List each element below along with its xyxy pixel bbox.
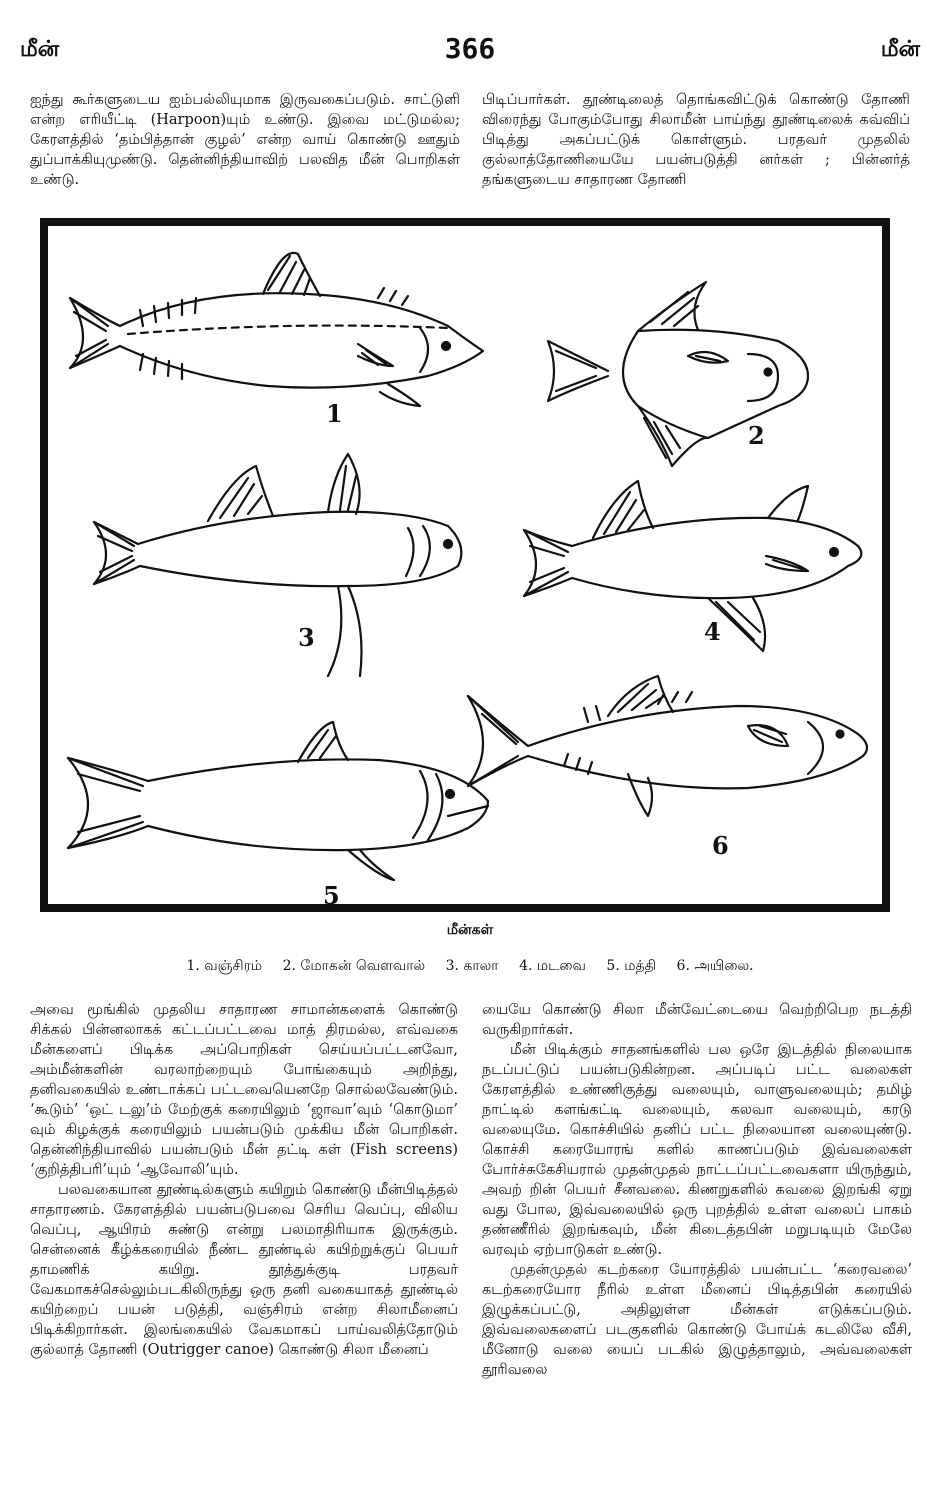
- fish-illustrations: [48, 226, 882, 904]
- paragraph: பலவகையான தூண்டில்களும் கயிறும் கொண்டு மீன்பிடித்தல் சாதாரணம். கேரளத்தில் பயன்படுபவை செரிய வெப்பு, விலிய வெப்பு, ஆயிரம் சுண்டு என்று பலமாதிரியாக இருக்கும். சென்னைக் கீழ்க்கரையில் நீண்ட தூண்டில் கயிற்றுக்குப் பெயர் தாமணிக் கயிறு. தூத்துக்குடி பரதவர் வேகமாகச்செல்லும்படகிலிருந்து ஒரு தனி வகையாகத் தூண்டில் கயிற்றைப் பயன் படுத்தி, வஞ்சிரம் என்ற சிலாமீனைப் பிடிக்கிறார்கள். இலங்கையில் வேகமாகப் பாய்வலித்தோடும் குல்லாத் தோணி (Outrigger canoe) கொண்டு சிலா மீனைப்: [30, 1182, 458, 1358]
- paragraph: யையே கொண்டு சிலா மீன்வேட்டையை வெற்றிபெற நடத்தி வருகிறார்கள்.: [482, 1002, 912, 1038]
- legend-item: 1. வஞ்சிரம்: [186, 958, 263, 974]
- paragraph: முதன்முதல் கடற்கரை யோரத்தில் பயன்பட்ட ‘கரைவலை’ கடற்கரையோர நீரில் உள்ள மீனைப் பிடித்தபின் கரையில் இழுக்கப்பட்டு, அதிலுள்ள மீன்கள் எடுக்கப்படும். இவ்வலைகளைப் படகுகளில் கொண்டு போய்க் கடலிலே வீசி, மீனோடு வலை யைப் படகில் இழுத்தாலும், அவ்வலைகள் தூரிவலை: [482, 1262, 912, 1378]
- fish-number-6: 6: [712, 831, 729, 860]
- header-right-title: மீன்: [880, 36, 920, 62]
- fish-6-drawing: [468, 676, 867, 816]
- legend-item: 4. மடவை: [519, 958, 586, 974]
- page-header: [20, 30, 920, 70]
- fish-5-drawing: [68, 722, 488, 880]
- legend-item: 3. காலா: [445, 958, 499, 974]
- fish-2-drawing: [548, 282, 808, 466]
- fish-figure: [40, 218, 890, 912]
- fish-1-drawing: [70, 253, 483, 406]
- page-number: 366: [444, 32, 496, 65]
- fish-number-4: 4: [704, 617, 721, 646]
- fish-3-drawing: [94, 454, 461, 676]
- figure-title: மீன்கள்: [446, 922, 494, 938]
- legend-item: 5. மத்தி: [606, 958, 657, 974]
- header-left-title: மீன்: [20, 36, 60, 62]
- legend-item: 2. மோகன் வெளவால்: [282, 958, 426, 974]
- paragraph: பிடிப்பார்கள். தூண்டிலைத் தொங்கவிட்டுக் கொண்டு தோணி விரைந்து போகும்போது சிலாமீன் பாய்ந்து தூண்டிலைக் கவ்விப் பிடித்து அகப்பட்டுக் கொள்ளும். பரதவர் முதலில் குல்லாத்தோணியையே பயன்படுத்தி னர்கள் ; பின்னர்த் தங்களுடைய சாதாரண தோணி: [482, 92, 910, 188]
- fish-number-3: 3: [298, 623, 315, 652]
- paragraph: ஐந்து கூர்களுடைய ஐம்பல்லியுமாக இருவகைப்படும். சாட்டுளி என்ற எரியீட்டி (Harpoon)யும் உண்டு. இவை மட்டுமல்ல; கேரளத்தில் ‘தம்பித்தான் குழல்’ என்ற வாய் கொண்டு ஊதும் துப்பாக்கியுமுண்டு. தென்னிந்தியாவிற் பலவித மீன் பொறிகள் உண்டு.: [30, 92, 460, 188]
- bottom-right-column: [482, 1000, 912, 1380]
- paragraph: மீன் பிடிக்கும் சாதனங்களில் பல ஒரே இடத்தில் நிலையாக நடப்பட்டுப் பயன்படுகின்றன. அப்படிப் பட்ட வலைகள் கேரளத்தில் உண்ணிகுத்து வலையும், வாளுவலையும்; தமிழ் நாட்டில் களங்கட்டி வலையும், கலவா வலையும், கரடு வலையுமே. கொச்சியில் தனிப் பட்ட நிலையான வலையுண்டு. கொச்சி கரையோரங் களில் காணப்படும் இவ்வலைகள் போர்ச்சுகேசியரால் முதன்முதல் நாட்டப்பட்டவைகளா யிருந்தும், அவற் றின் பெயர் சீனவலை. கிணறுகளில் கவலை இறங்கி ஏறு வது போல, இவ்வலையில் ஒரு புறத்தில் உள்ள வலைப் பாகம் தண்ணீரில் இறங்கவும், மீன் கிடைத்தபின் மறுபடியும் மேலே வரவும் ஏற்பாடுகள் உண்டு.: [482, 1042, 912, 1258]
- paragraph: அவை மூங்கில் முதலிய சாதாரண சாமான்களைக் கொண்டு சிக்கல் பின்னலாகக் கட்டப்பட்டவை மாத் திரமல்ல, எவ்வகை மீன்களைப் பிடிக்க அப்பொறிகள் செய்யப்பட்டனவோ, அம்மீன்களின் வரலாற்றையும் போங்கையும் அறிந்து, தனிவகையில் உண்டாக்கப் பட்டவையெனறே சொல்லவேண்டும். ‘கூடும்’ ‘ஒட் டலு’ம் மேற்குக் கரையிலும் ‘ஜாவா’வும் ‘கொடுமா’ வும் கிழக்குக் கரையிலும் பயன்படும் முக்கிய மீன் பொறிகள். தென்னிந்தியாவில் பயன்படும் மீன் தட்டி கள் (Fish screens) ‘குறித்திபரி’யும் ‘ஆவோலி’யும்.: [30, 1002, 458, 1178]
- fish-4-drawing: [524, 481, 861, 651]
- top-left-column: [30, 90, 460, 190]
- legend-item: 6. அயிலை.: [676, 958, 754, 974]
- fish-number-2: 2: [748, 421, 765, 450]
- fish-number-5: 5: [323, 881, 340, 904]
- figure-legend: [0, 958, 940, 976]
- fish-number-1: 1: [326, 399, 343, 428]
- bottom-left-column: [30, 1000, 458, 1360]
- top-right-column: [482, 90, 910, 190]
